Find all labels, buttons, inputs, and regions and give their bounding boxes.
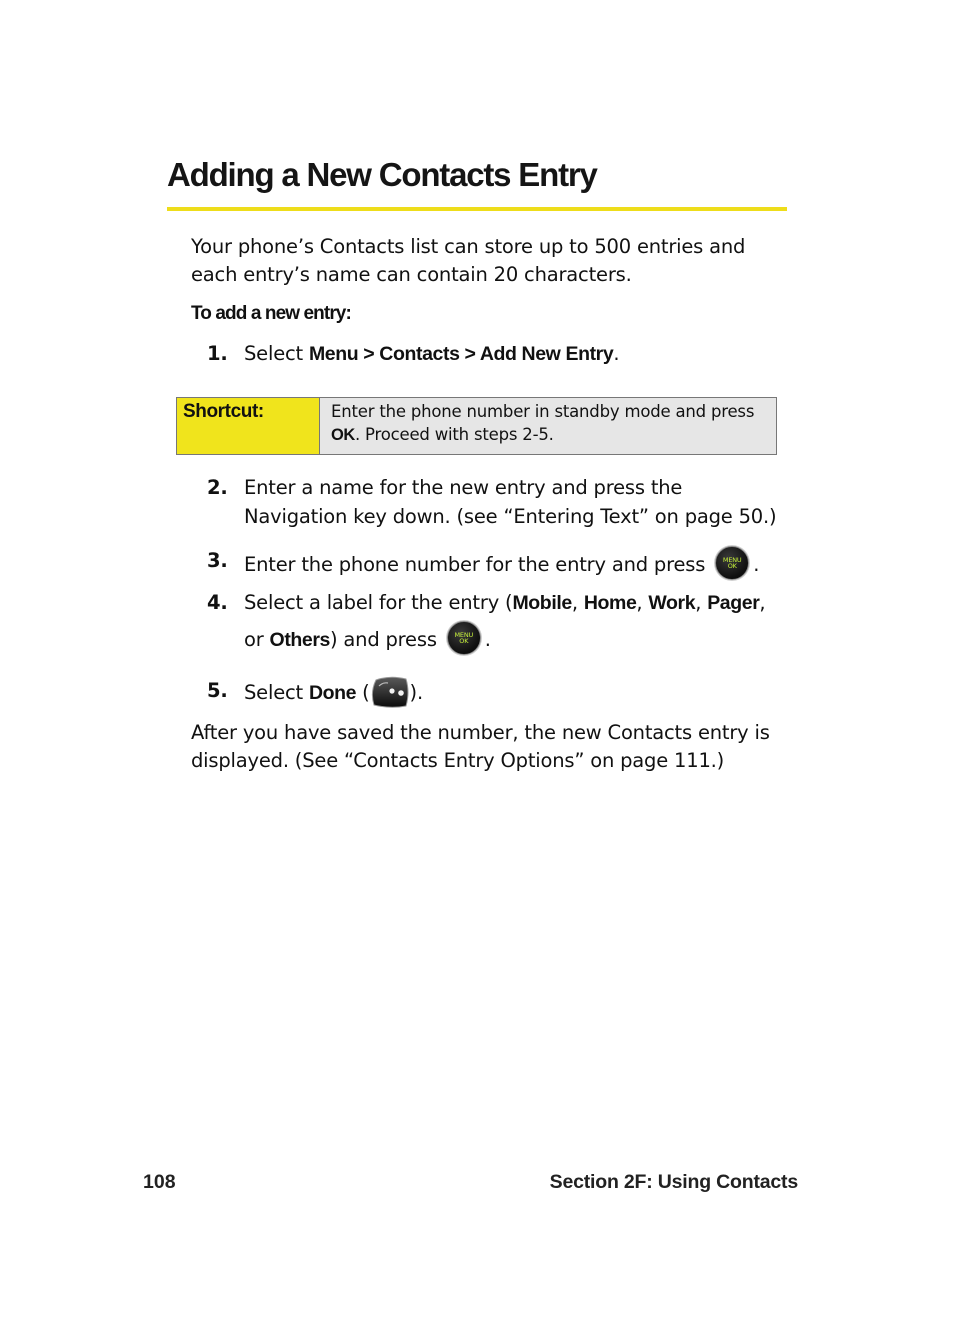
step-text: Enter the phone number for the entry and press MENU OK . <box>244 546 789 580</box>
step-number: 3. <box>207 549 228 572</box>
step-number: 2. <box>207 476 228 499</box>
softkey-right-icon <box>370 676 410 708</box>
step-number: 4. <box>207 591 228 614</box>
page-number: 108 <box>143 1171 176 1193</box>
title-underline <box>167 207 787 211</box>
step-1 <box>207 339 787 369</box>
subheading: To add a new entry: <box>191 303 351 324</box>
step-number: 5. <box>207 679 228 702</box>
step-2 <box>207 473 787 533</box>
shortcut-label: Shortcut: <box>177 398 320 454</box>
step-text: Select Done ( ). <box>244 676 789 708</box>
menu-path: Menu > Contacts > Add New Entry <box>308 343 614 365</box>
menu-ok-key-icon: MENU OK <box>447 621 481 655</box>
shortcut-box <box>176 397 777 455</box>
step-text: Select a label for the entry (Mobile, Home, Work, Pager, or Others) and press MENU OK . <box>244 585 789 658</box>
page-title: Adding a New Contacts Entry <box>167 156 597 193</box>
menu-ok-key-icon: MENU OK <box>715 546 749 580</box>
step-4 <box>207 589 787 659</box>
step-text: Select Menu > Contacts > Add New Entry. <box>244 342 620 365</box>
section-title: Section 2F: Using Contacts <box>549 1171 798 1193</box>
outro-paragraph: After you have saved the number, the new Contacts entry is displayed. (See “Contacts Entry Options” on page 111.) <box>191 721 770 772</box>
step-number: 1. <box>207 342 228 365</box>
intro-paragraph: Your phone’s Contacts list can store up to 500 entries and each entry’s name can contain 20 characters. <box>191 235 746 286</box>
shortcut-text: Enter the phone number in standby mode and press OK. Proceed with steps 2-5. <box>320 398 776 454</box>
step-3 <box>207 546 787 580</box>
step-text: Enter a name for the new entry and press the Navigation key down. (see “Entering Text” on page 50.) <box>244 476 777 528</box>
step-5 <box>207 676 787 710</box>
